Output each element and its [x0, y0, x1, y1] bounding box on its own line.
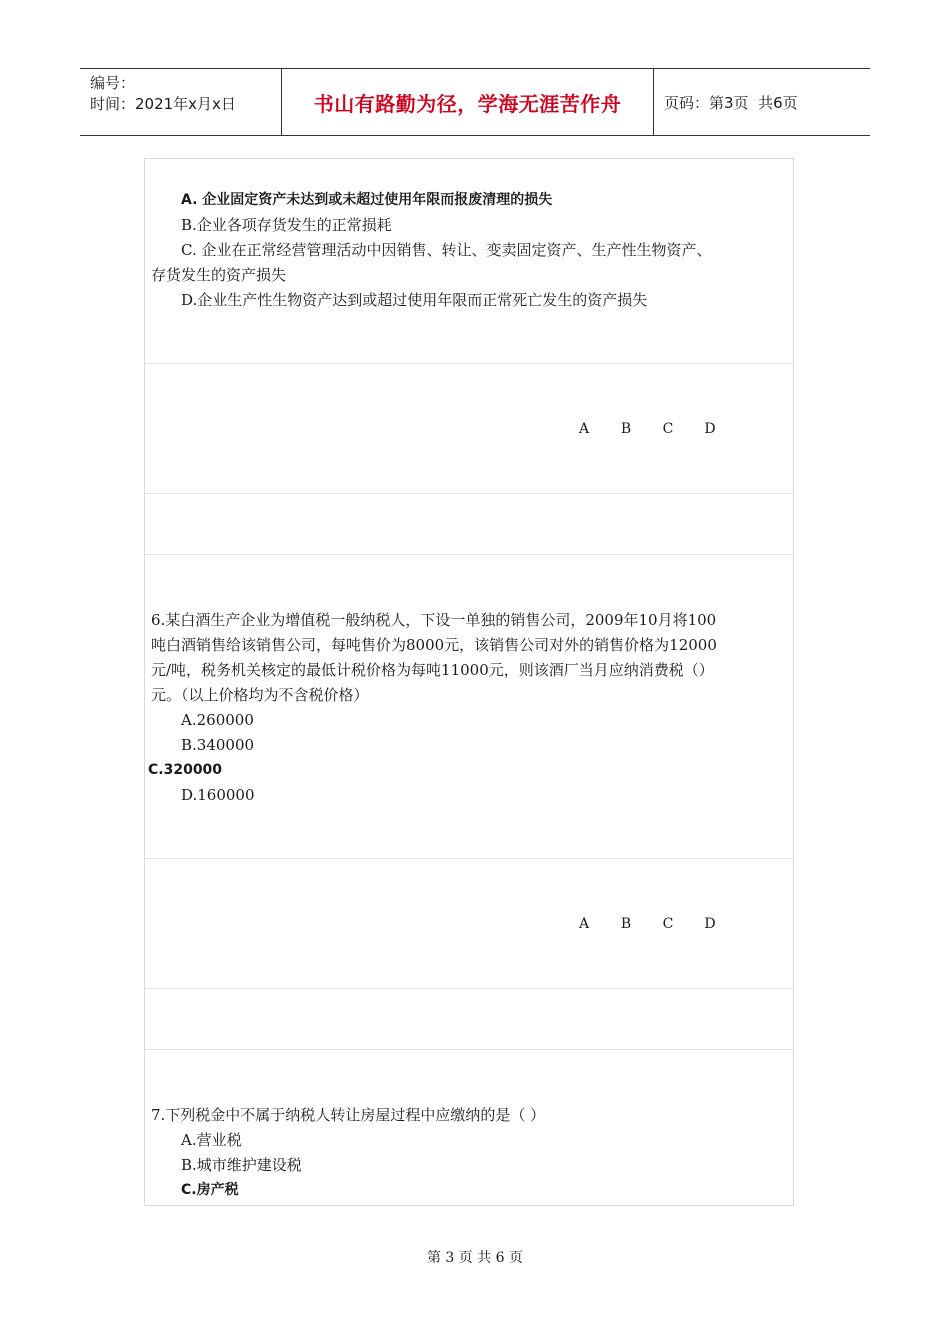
q5-option-c: C. 企业在正常经营管理活动中因销售、转让、变卖固定资产、生产性生物资产、: [181, 241, 712, 259]
q5-option-d: D.企业生产性生物资产达到或超过使用年限而正常死亡发生的资产损失: [181, 291, 648, 309]
header-page-code: [654, 69, 870, 135]
question-box: [144, 158, 794, 1206]
page-code-text: 页码：第3页 共6页: [664, 93, 798, 112]
divider: [145, 363, 793, 364]
q7-option-c: C.房产税: [181, 1182, 239, 1198]
q6-stem-line-2: 吨白酒销售给该销售公司，每吨售价为8000元，该销售公司对外的销售价格为12000: [151, 636, 717, 654]
q6-choice-b[interactable]: B: [620, 916, 632, 932]
q7-option-b: B.城市维护建设税: [181, 1156, 302, 1174]
q7-stem: 7.下列税金中不属于纳税人转让房屋过程中应缴纳的是（ ）: [151, 1106, 546, 1124]
divider: [145, 493, 793, 494]
q5-choice-c[interactable]: C: [662, 421, 674, 437]
page-footer: 第 3 页 共 6 页: [426, 1250, 524, 1266]
q6-option-c: C.320000: [148, 762, 223, 778]
divider: [145, 988, 793, 989]
q5-choice-d[interactable]: D: [704, 421, 716, 437]
q6-choice-d[interactable]: D: [704, 916, 716, 932]
q6-stem-line-3: 元/吨，税务机关核定的最低计税价格为每吨11000元，则该酒厂当月应纳消费税（）: [151, 661, 714, 679]
q6-stem-line-4: 元。（以上价格均为不含税价格）: [151, 686, 369, 704]
q5-choice-b[interactable]: B: [620, 421, 632, 437]
page-header: [80, 68, 870, 136]
q7-option-a: A.营业税: [181, 1131, 242, 1149]
divider: [145, 554, 793, 555]
divider: [145, 858, 793, 859]
divider: [145, 1049, 793, 1050]
q5-option-c-continued: 存货发生的资产损失: [151, 266, 287, 284]
document-number-label: 编号：: [90, 74, 136, 92]
q6-choice-a[interactable]: A: [578, 916, 590, 932]
q5-option-a: A. 企业固定资产未达到或未超过使用年限而报废清理的损失: [181, 192, 553, 208]
q6-stem-line-1: 6.某白酒生产企业为增值税一般纳税人，下设一单独的销售公司，2009年10月将100: [151, 611, 717, 629]
document-date: 时间：2021年x月x日: [90, 95, 236, 113]
q6-option-b: B.340000: [181, 736, 255, 754]
q6-choice-c[interactable]: C: [662, 916, 674, 932]
q5-choice-a[interactable]: A: [578, 421, 590, 437]
q6-option-a: A.260000: [181, 711, 254, 729]
q6-option-d: D.160000: [181, 786, 255, 804]
q5-option-b: B.企业各项存货发生的正常损耗: [181, 216, 392, 234]
header-meta: [80, 69, 281, 135]
q6-answer-choices: [577, 916, 717, 932]
q5-answer-choices: [577, 421, 717, 437]
header-motto: 书山有路勤为径，学海无涯苦作舟: [281, 69, 654, 135]
